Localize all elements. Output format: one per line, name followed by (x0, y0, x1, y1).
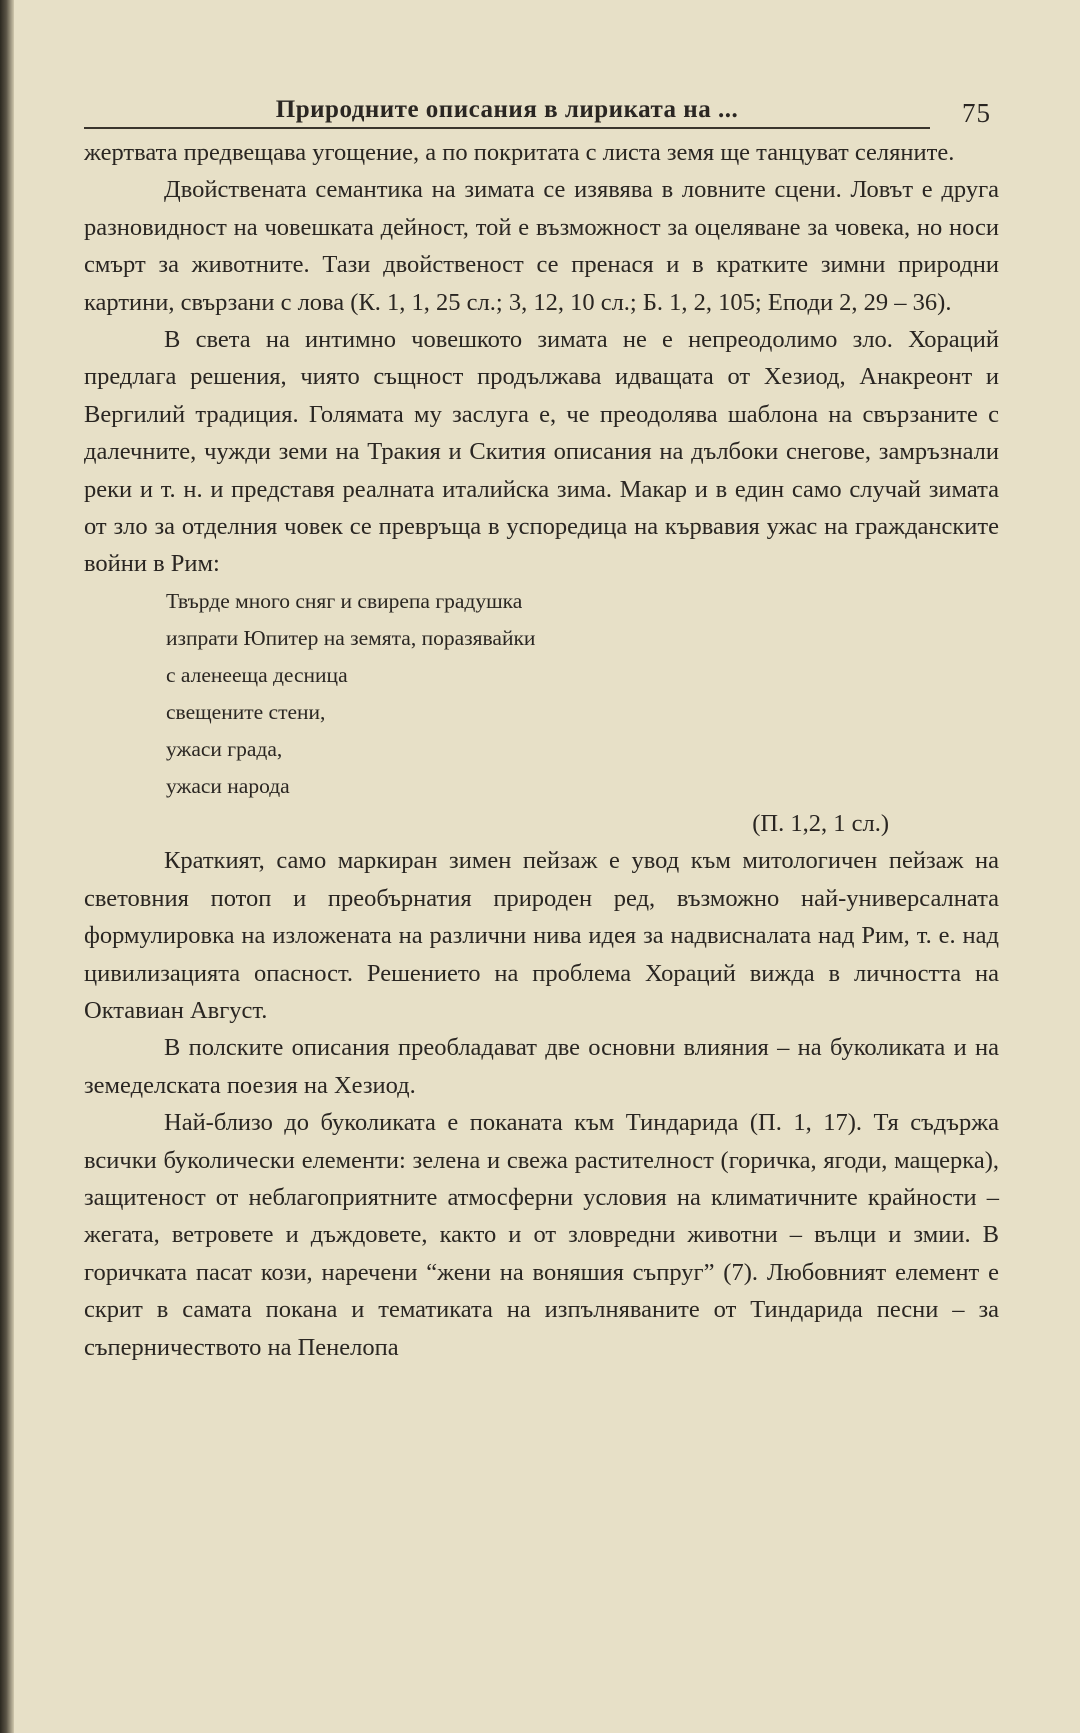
paragraph-tyndaris-invitation: Най-близо до буколиката е поканата към Тиндарида (П. 1, 17). Тя съдържа всички буколически елементи: зелена и свежа растителност (горичка, ягоди, мащерка), защитеност от неблагоприятните атмосферни условия на климатичните крайности – жегата, ветровете и дъждовете, както и от зловредни животни – вълци и змии. В горичката пасат кози, наречени “жени на воняшия съпруг” (7). Любовният елемент е скрит в самата покана и тематиката на изпълняваните от Тиндарида песни – за съперничеството на Пенелопа (84, 1109, 999, 1361)
running-head (84, 96, 999, 134)
paragraph-mythological-landscape: Краткият, само маркиран зимен пейзаж е увод към митологичен пейзаж на световния потоп и преобърнатия природен ред, възможно най-универсалната формулировка на изложената на различни нива идея за надвисналата над Рим, т. е. над цивилизацията опасност. Решението на проблема Хораций вижда в личността на Октавиан Август. (84, 847, 999, 1024)
paragraph-continued: жертвата предвещава угощение, а по покритата с листа земя ще танцуват селяните. (84, 139, 955, 166)
paragraph-winter-evil: В света на интимно човешкото зимата не е непреодолимо зло. Хораций предлага решения, чиято същност продължава идващата от Хезиод, Анакреонт и Вергилий традиция. Голямата му заслуга е, че преодолява шаблона на свързаните с далечните, чужди земи на Тракия и Скития описания на дълбоки снегове, замръзнали реки и т. н. и представя реалната италийска зима. Макар и в един само случай зимата от зло за отделния човек се превръща в успоредица на кървавия ужас на гражданските войни в Рим: (84, 326, 999, 578)
verse-quotation (166, 583, 999, 805)
verse-line: с аленееща десница (166, 662, 348, 687)
verse-line: изпрати Юпитер на земята, поразявайки (166, 625, 536, 650)
verse-line: свещените стени, (166, 699, 326, 724)
running-head-title: Природните описания в лириката на ... (84, 96, 930, 129)
verse-line: Твърде много сняг и свирепа градушка (166, 588, 523, 613)
book-page (84, 96, 999, 1366)
verse-citation: (П. 1,2, 1 сл.) (752, 809, 889, 837)
paragraph-hunting-scenes: Двойствената семантика на зимата се изявява в ловните сцени. Ловът е друга разновидност на човешката дейност, той е възможност за оцеляване за човека, но носи смърт за животните. Тази двойственост се пренася и в кратките зимни природни картини, свързани с лова (К. 1, 1, 25 сл.; 3, 12, 10 сл.; Б. 1, 2, 105; Еподи 2, 29 – 36). (84, 176, 999, 316)
paragraph-field-descriptions: В полските описания преобладават две основни влияния – на буколиката и на земеделската поезия на Хезиод. (84, 1034, 999, 1099)
page-number: 75 (962, 98, 991, 128)
body-text (84, 134, 999, 1366)
verse-line: ужаси народа (166, 773, 290, 798)
verse-line: ужаси града, (166, 736, 283, 761)
book-spine-shadow (0, 0, 14, 1733)
